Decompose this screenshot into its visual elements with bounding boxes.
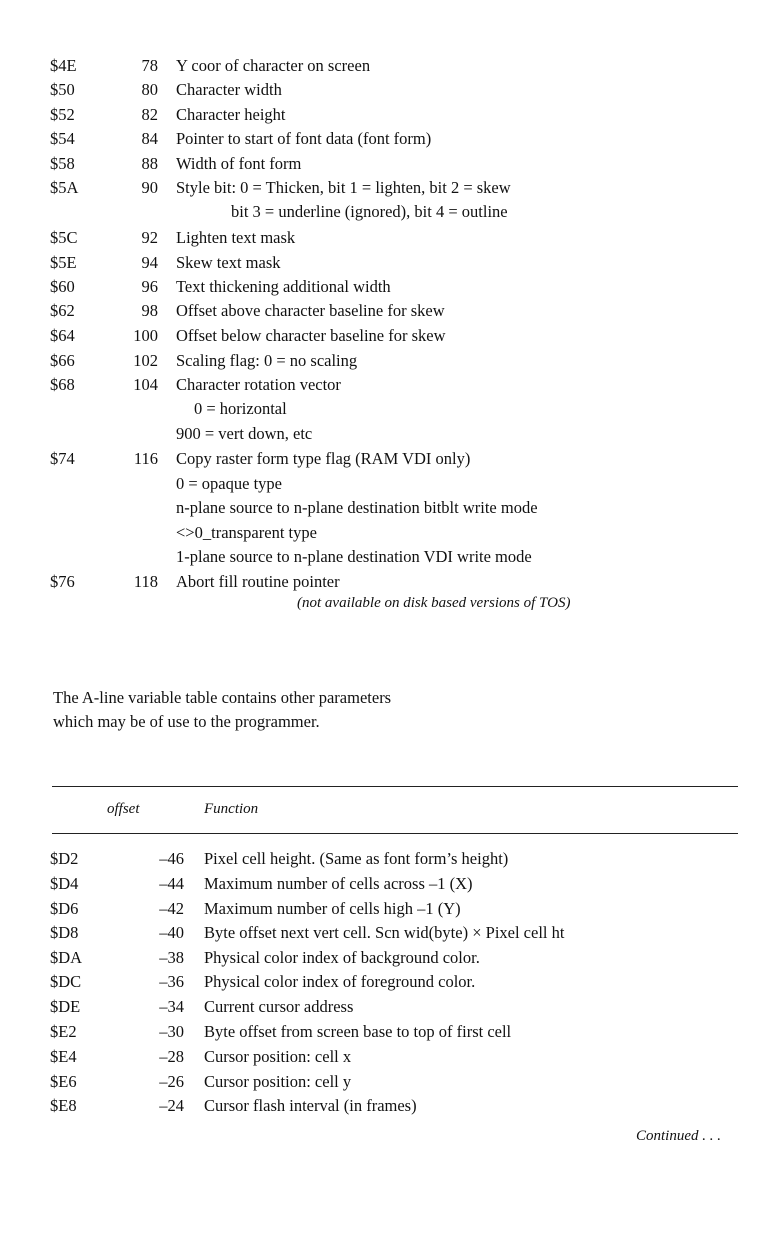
description-continuation: 0 = opaque type: [176, 474, 282, 493]
negative-offset: –44: [159, 874, 184, 893]
description: Byte offset next vert cell. Scn wid(byte) × Pixel cell ht: [204, 923, 565, 942]
negative-offset: –38: [159, 948, 184, 967]
description-continuation: <>0_transparent type: [176, 523, 317, 542]
decimal-offset: 116: [133, 449, 158, 468]
description: Character height: [176, 105, 286, 124]
description: Style bit: 0 = Thicken, bit 1 = lighten, bit 2 = skew: [176, 178, 511, 197]
description: Character rotation vector: [176, 375, 341, 394]
decimal-offset: 88: [141, 154, 158, 173]
negative-offset: –42: [159, 899, 184, 918]
hex-address: $E2: [50, 1022, 77, 1041]
decimal-offset: 80: [141, 80, 158, 99]
column-header-function: Function: [204, 801, 259, 817]
description: Skew text mask: [176, 253, 281, 272]
description: Pointer to start of font data (font form): [176, 129, 432, 148]
negative-offset: –36: [159, 972, 184, 991]
description: Width of font form: [176, 154, 302, 173]
description: Offset above character baseline for skew: [176, 301, 445, 320]
hex-address: $E6: [50, 1072, 77, 1091]
hex-address: $D4: [50, 874, 79, 893]
hex-address: $50: [50, 80, 75, 99]
description-continuation: 0 = horizontal: [194, 399, 287, 418]
hex-address: $D6: [50, 899, 79, 918]
negative-offset: –28: [159, 1047, 184, 1066]
hex-address: $D2: [50, 849, 79, 868]
decimal-offset: 92: [141, 228, 158, 247]
hex-address: $5E: [50, 253, 77, 272]
description-continuation: 900 = vert down, etc: [176, 424, 313, 443]
decimal-offset: 118: [133, 572, 158, 591]
paragraph-line: which may be of use to the programmer.: [53, 712, 320, 731]
decimal-offset: 96: [141, 277, 158, 296]
hex-address: $5A: [50, 178, 79, 197]
hex-address: $E4: [50, 1047, 77, 1066]
hex-address: $DE: [50, 997, 81, 1016]
negative-offset: –30: [159, 1022, 184, 1041]
decimal-offset: 94: [141, 253, 158, 272]
description: Copy raster form type flag (RAM VDI only): [176, 449, 471, 468]
description-continuation: n-plane source to n-plane destination bitblt write mode: [176, 498, 538, 517]
description: Maximum number of cells high –1 (Y): [204, 899, 461, 918]
negative-offset: –46: [159, 849, 184, 868]
description: Text thickening additional width: [176, 277, 391, 296]
decimal-offset: 100: [133, 326, 158, 345]
description: Physical color index of background color.: [204, 948, 480, 967]
description: Byte offset from screen base to top of first cell: [204, 1022, 512, 1041]
body-paragraph: [53, 686, 613, 734]
decimal-offset: 104: [133, 375, 158, 394]
description: Lighten text mask: [176, 228, 296, 247]
description-continuation: bit 3 = underline (ignored), bit 4 = outline: [231, 202, 508, 221]
hex-address: $DA: [50, 948, 83, 967]
continued-label: Continued . . .: [636, 1128, 721, 1144]
hex-address: $76: [50, 572, 75, 591]
hex-address: $52: [50, 105, 75, 124]
negative-offset: –40: [159, 923, 184, 942]
hex-address: $62: [50, 301, 75, 320]
hex-address: $54: [50, 129, 75, 148]
decimal-offset: 82: [141, 105, 158, 124]
hex-address: $64: [50, 326, 75, 345]
description: Cursor flash interval (in frames): [204, 1096, 417, 1115]
description: Scaling flag: 0 = no scaling: [176, 351, 358, 370]
description: Y coor of character on screen: [176, 56, 371, 75]
description: Physical color index of foreground color.: [204, 972, 476, 991]
column-header-offset: offset: [107, 801, 140, 817]
hex-address: $4E: [50, 56, 77, 75]
hex-address: $E8: [50, 1096, 77, 1115]
hex-address: $68: [50, 375, 75, 394]
decimal-offset: 102: [133, 351, 158, 370]
description: Abort fill routine pointer: [176, 572, 340, 591]
description-continuation: 1-plane source to n-plane destination VDI write mode: [176, 547, 532, 566]
availability-note: (not available on disk based versions of TOS): [297, 595, 571, 611]
decimal-offset: 90: [141, 178, 158, 197]
description: Pixel cell height. (Same as font form’s height): [204, 849, 509, 868]
description: Current cursor address: [204, 997, 354, 1016]
hex-address: $58: [50, 154, 75, 173]
hex-address: $D8: [50, 923, 79, 942]
hex-address: $DC: [50, 972, 82, 991]
description: Maximum number of cells across –1 (X): [204, 874, 473, 893]
table-header-rule: [52, 833, 738, 834]
decimal-offset: 78: [141, 56, 158, 75]
decimal-offset: 84: [141, 129, 158, 148]
hex-address: $60: [50, 277, 75, 296]
paragraph-line: The A-line variable table contains other parameters: [53, 688, 392, 707]
hex-address: $74: [50, 449, 75, 468]
description: Cursor position: cell x: [204, 1047, 352, 1066]
description: Offset below character baseline for skew: [176, 326, 446, 345]
negative-offset: –34: [159, 997, 184, 1016]
negative-offset: –26: [159, 1072, 184, 1091]
negative-offset: –24: [159, 1096, 184, 1115]
table-top-rule: [52, 786, 738, 787]
hex-address: $5C: [50, 228, 78, 247]
description: Cursor position: cell y: [204, 1072, 352, 1091]
description: Character width: [176, 80, 282, 99]
hex-address: $66: [50, 351, 75, 370]
decimal-offset: 98: [141, 301, 158, 320]
